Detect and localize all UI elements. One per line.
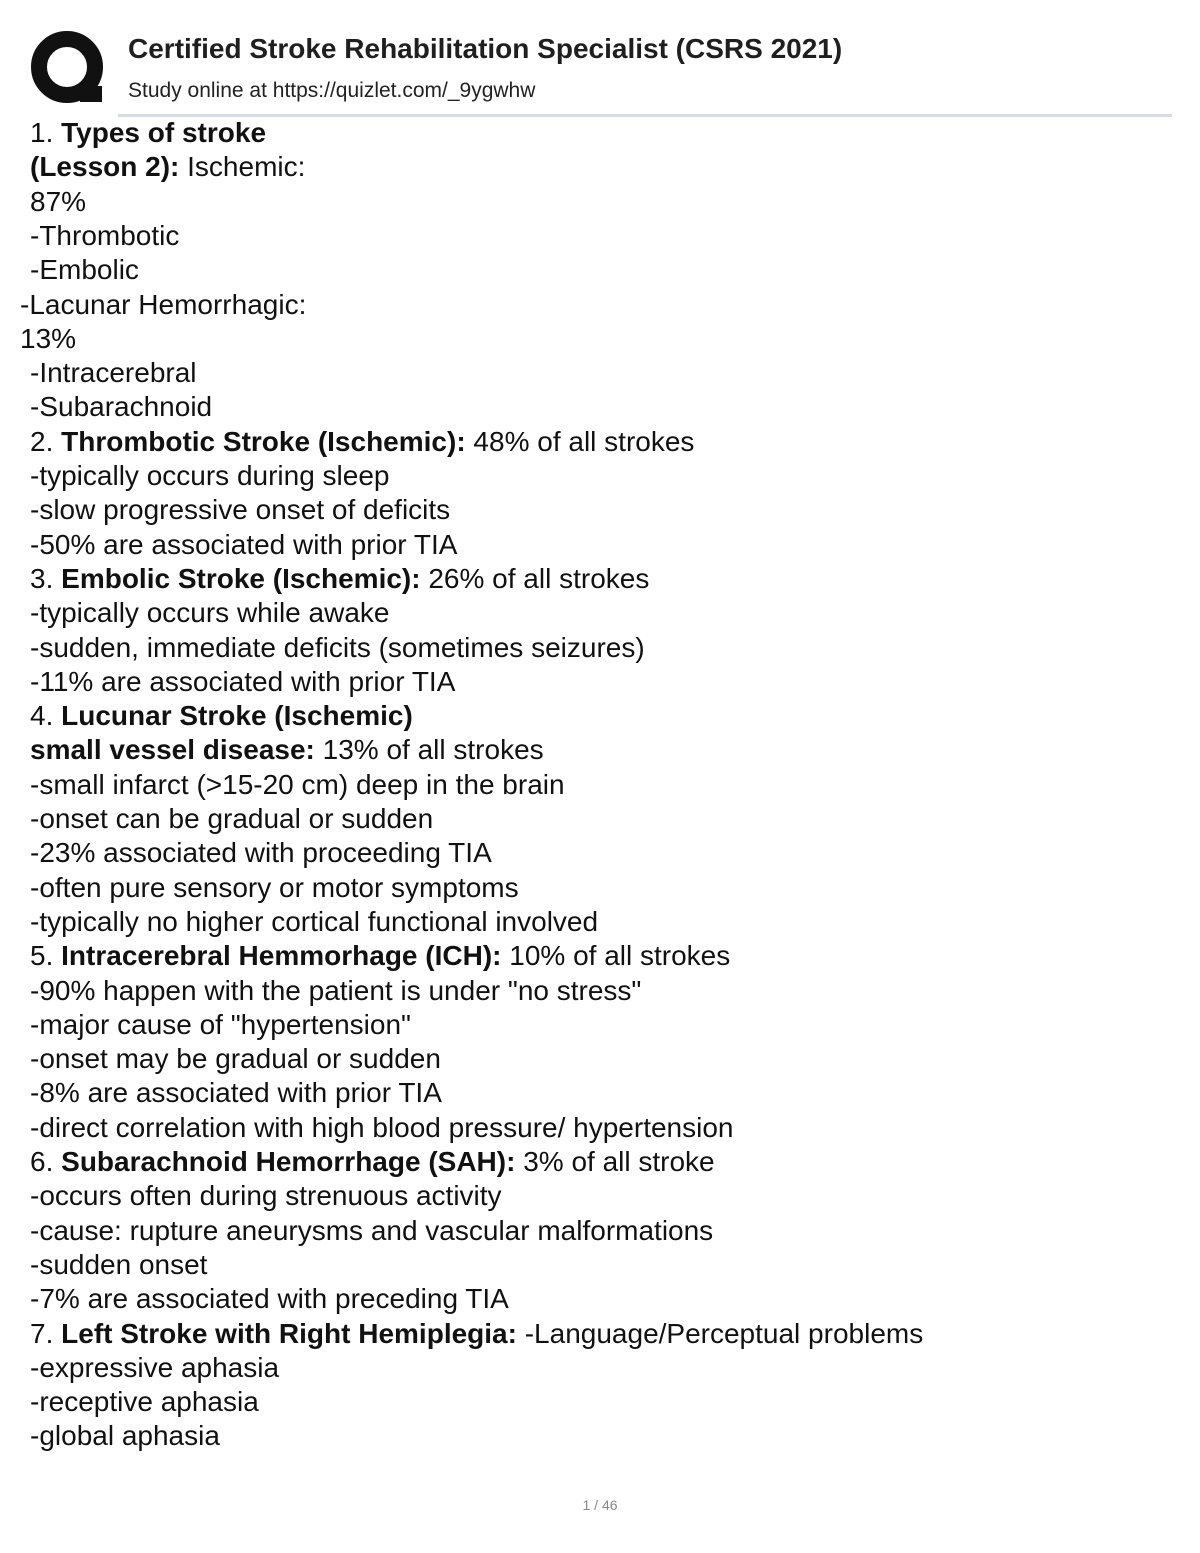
content-line: [30, 733, 544, 767]
content-line: [30, 562, 649, 596]
content-line: [30, 699, 413, 733]
content-line: [30, 1179, 502, 1213]
content-line: [30, 1282, 509, 1316]
content-line: [30, 253, 139, 287]
content-line: [30, 390, 212, 424]
definition-text: -sudden, immediate deficits (sometimes seizures): [30, 631, 645, 663]
content-line: [20, 288, 306, 322]
definition-text: -23% associated with proceeding TIA: [30, 837, 492, 869]
content-line: [30, 1385, 259, 1419]
content-line: [30, 631, 645, 665]
content-line: [30, 1111, 734, 1145]
content-line: [30, 905, 598, 939]
term-text: Thrombotic Stroke (Ischemic):: [61, 425, 466, 457]
definition-text: -Subarachnoid: [30, 391, 213, 423]
definition-text: 3% of all stroke: [515, 1146, 715, 1177]
content-line: [30, 356, 197, 390]
definition-text: -Language/Perceptual problems: [516, 1317, 924, 1349]
definition-text: -Lacunar Hemorrhagic:: [20, 288, 307, 320]
definition-text: 10% of all strokes: [501, 940, 731, 972]
content-line: [30, 596, 389, 630]
definition-text: 13% of all strokes: [314, 734, 544, 766]
definition-text: -Thrombotic: [30, 219, 180, 251]
term-text: Embolic Stroke (Ischemic):: [61, 562, 421, 594]
content-line: [20, 322, 76, 356]
term-text: Intracerebral Hemmorhage (ICH):: [61, 940, 502, 972]
page-number: 1 / 46: [582, 1497, 618, 1513]
term-text: Subarachnoid Hemorrhage (SAH):: [61, 1146, 516, 1177]
content-line: [30, 974, 641, 1008]
definition-text: 13%: [20, 322, 77, 354]
definition-text: -50% are associated with prior TIA: [30, 528, 458, 560]
definition-text: -8% are associated with prior TIA: [30, 1077, 442, 1109]
definition-text: -typically no higher cortical functional involved: [30, 905, 599, 937]
content-line: [30, 1008, 411, 1042]
content-line: [30, 1248, 207, 1282]
content-line: [30, 493, 450, 527]
content-line: [30, 150, 305, 184]
content-line: [30, 1419, 220, 1453]
quizlet-logo-icon: [30, 30, 106, 106]
definition-text: -cause: rupture aneurysms and vascular malformations: [30, 1214, 714, 1246]
content-line: [30, 768, 565, 802]
content-line: [30, 185, 86, 219]
content-line: [30, 939, 730, 973]
definition-text: -expressive aphasia: [30, 1351, 280, 1383]
document-title: Certified Stroke Rehabilitation Specialist (CSRS 2021): [128, 33, 843, 64]
definition-text: -typically occurs while awake: [30, 597, 390, 629]
content-line: [30, 1145, 715, 1179]
term-text: Left Stroke with Right Hemiplegia:: [61, 1317, 517, 1349]
term-text: Types of stroke: [61, 117, 267, 148]
definition-text: -occurs often during strenuous activity: [30, 1180, 502, 1212]
item-number: 5.: [30, 940, 62, 972]
content-line: [30, 1351, 279, 1385]
item-number: 1.: [30, 117, 62, 148]
definition-text: -typically occurs during sleep: [30, 460, 390, 491]
content-line: [30, 425, 694, 459]
definition-text: -onset can be gradual or sudden: [30, 803, 434, 834]
definition-text: -small infarct (>15-20 cm) deep in the brain: [30, 768, 565, 800]
content-line: [30, 459, 390, 493]
definition-text: -global aphasia: [30, 1420, 220, 1452]
study-online-link[interactable]: Study online at https://quizlet.com/_9ygwhw: [128, 79, 536, 102]
definition-text: 48% of all strokes: [465, 425, 695, 457]
content-line: [30, 1214, 713, 1248]
content-line: [30, 836, 492, 870]
term-text: (Lesson 2):: [30, 151, 180, 183]
content-line: [30, 871, 519, 905]
definition-text: -often pure sensory or motor symptoms: [30, 871, 519, 903]
content-line: [30, 802, 433, 836]
definition-text: 87%: [30, 185, 87, 217]
term-text: Lucunar Stroke (Ischemic): [61, 700, 413, 732]
term-text: small vessel disease:: [30, 734, 315, 766]
definition-text: -90% happen with the patient is under "no stress": [30, 974, 642, 1006]
content-line: [30, 1317, 923, 1351]
item-number: 4.: [30, 700, 62, 732]
definition-text: -slow progressive onset of deficits: [30, 494, 451, 526]
content-line: [30, 528, 457, 562]
definition-text: -Intracerebral: [30, 357, 197, 389]
definition-text: 26% of all strokes: [420, 562, 650, 594]
definition-text: -Embolic: [30, 254, 139, 286]
definition-text: -major cause of "hypertension": [30, 1008, 411, 1040]
definition-text: -11% are associated with prior TIA: [30, 665, 456, 697]
content-line: [30, 1042, 441, 1076]
header-divider: [118, 114, 1172, 117]
content-line: [30, 665, 455, 699]
definition-text: Ischemic:: [179, 151, 306, 183]
item-number: 2.: [30, 425, 62, 457]
definition-text: -receptive aphasia: [30, 1386, 259, 1418]
definition-text: -sudden onset: [30, 1248, 208, 1280]
content-line: [30, 219, 179, 253]
definition-text: -direct correlation with high blood pressure/ hypertension: [30, 1111, 734, 1143]
item-number: 6.: [30, 1146, 62, 1177]
content-line: [30, 116, 266, 150]
definition-text: -onset may be gradual or sudden: [30, 1043, 441, 1075]
content-line: [30, 1076, 442, 1110]
definition-text: -7% are associated with preceding TIA: [30, 1283, 509, 1315]
item-number: 3.: [30, 562, 62, 594]
item-number: 7.: [30, 1317, 62, 1349]
